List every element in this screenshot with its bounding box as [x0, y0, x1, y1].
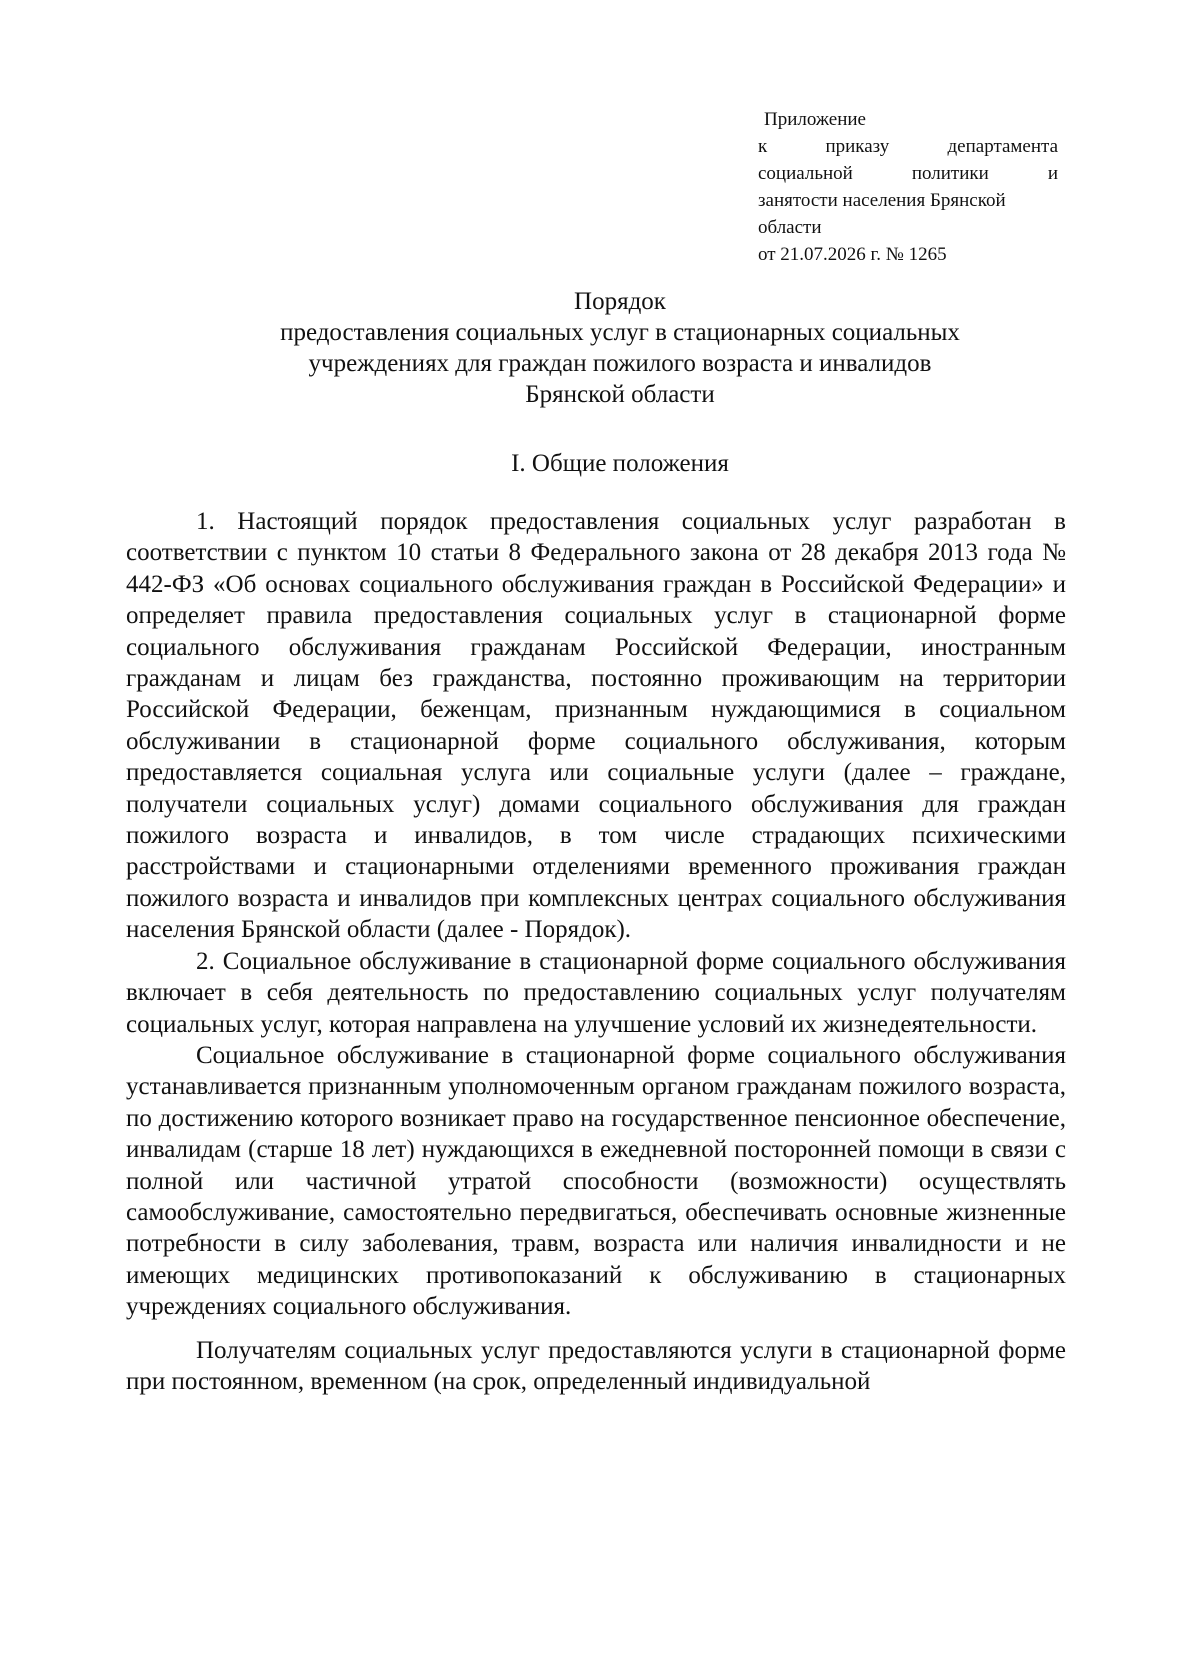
title-line: предоставления социальных услуг в стационарных социальных — [280, 319, 960, 346]
appendix-line: к приказу департамента — [758, 136, 1058, 157]
paragraph: Социальное обслуживание в стационарной форме социального обслуживания устанавливается признанным уполномоченным органом гражданам пожилого возраста, по достижению которого возникает право на государственное пенсионное обеспечение, инвалидам (старше 18 лет) нуждающихся в ежедневной посторонней помощи в связи с полной или частичной утратой способности (возможности) осуществлять самообслуживание, самостоятельно передвигаться, обеспечивать основные жизненные потребности в силу заболевания, травм, возраста или наличия инвалидности и не имеющих медицинских противопоказаний к обслуживанию в стационарных учреждениях социального обслуживания. — [126, 1041, 1066, 1321]
appendix-date-number: от 21.07.2026 г. № 1265 — [758, 244, 947, 265]
title-line: Порядок — [574, 288, 666, 315]
appendix-line: социальной политики и — [758, 163, 1058, 184]
document-title — [120, 286, 1120, 410]
section-heading: I. Общие положения — [511, 450, 729, 477]
paragraph: Получателям социальных услуг предоставляются услуги в стационарной форме при постоянном, временном (на срок, определенный индивидуальной — [126, 1336, 1066, 1395]
appendix-line: области — [758, 217, 822, 238]
title-line: учреждениях для граждан пожилого возраста и инвалидов — [308, 350, 932, 377]
document-body — [126, 506, 1066, 1397]
appendix-block — [758, 106, 1058, 268]
title-line: Брянской области — [525, 381, 715, 408]
appendix-label: Приложение — [764, 109, 866, 130]
appendix-line: занятости населения Брянской — [758, 190, 1006, 211]
paragraph: 1. Настоящий порядок предоставления социальных услуг разработан в соответствии с пунктом 10 статьи 8 Федерального закона от 28 декабря 2013 года № 442-ФЗ «Об основах социального обслуживания граждан в Российской Федерации» и определяет правила предоставления социальных услуг в стационарной форме социального обслуживания гражданам Российской Федерации, иностранным гражданам и лицам без гражданства, постоянно проживающим на территории Российской Федерации, беженцам, признанным нуждающимися в социальном обслуживании в стационарной форме социального обслуживания, которым предоставляется социальная услуга или социальные услуги (далее – граждане, получатели социальных услуг) домами социального обслуживания для граждан пожилого возраста и инвалидов, в том числе страдающих психическими расстройствами и стационарными отделениями временного проживания граждан пожилого возраста и инвалидов при комплексных центрах социального обслуживания населения Брянской области (далее - Порядок). — [126, 508, 1066, 944]
paragraph: 2. Социальное обслуживание в стационарной форме социального обслуживания включает в себя деятельность по предоставлению социальных услуг получателям социальных услуг, которая направлена на улучшение условий их жизнедеятельности. — [126, 947, 1066, 1038]
